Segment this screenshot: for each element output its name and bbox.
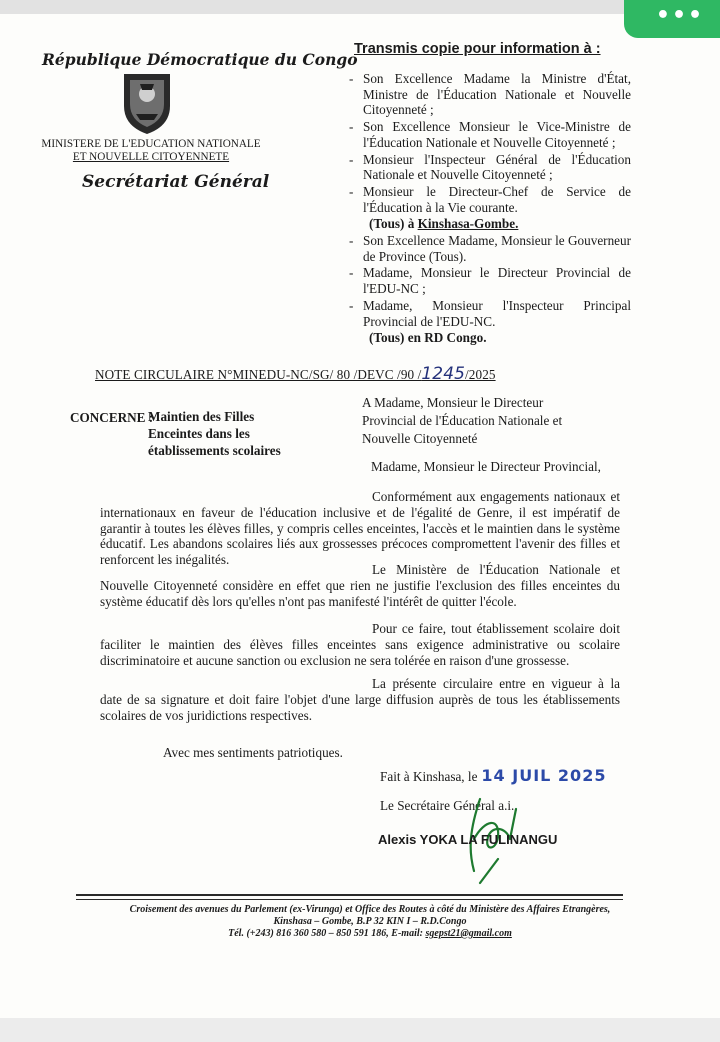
ministry-line-1: MINISTERE DE L'EDUCATION NATIONALE [41,138,261,150]
footer-divider [76,899,623,900]
date-stamp: 14 JUIL 2025 [481,766,607,785]
recipient-list [349,71,631,347]
footer-email-link[interactable]: sgepst21@gmail.com [425,928,512,939]
recipient-item: - Monsieur l'Inspecteur Général de l'Éducation Nationale et Nouvelle Citoyenneté ; [349,151,631,183]
transmission-heading: Transmis copie pour information à : [354,41,601,57]
ministry-line-2: ET NOUVELLE CITOYENNETE [72,151,230,163]
recipient-item: - Madame, Monsieur l'Inspecteur Principal Provincial de l'EDU-NC. [349,297,631,329]
footer-line-3: Tél. (+243) 816 360 580 – 850 591 186, E-mail: sgepst21@gmail.com [228,928,512,939]
recipient-item: - Son Excellence Madame la Ministre d'État, Ministre de l'Éducation Nationale et Nouvelle Citoyenneté ; [349,71,631,118]
circular-reference: NOTE CIRCULAIRE N°MINEDU-NC/SG/ 80 /DEVC /90 /1245/2025 [95,364,496,384]
concerne-label: CONCERNE : [70,410,154,425]
body-paragraph-1: Conformément aux engagements nationaux et internationaux en faveur de l'éducation inclusive et de l'égalité de Genre, il est impératif de garantir à toutes les élèves filles, y compris celles enceintes, l'accès et le maintien dans le système éducatif. Les abandons scolaires liés aux grossesses précoces compromettent l'avenir des filles et renforcent les inégalités. [100,489,620,568]
bottom-bar [0,1018,720,1042]
recipient-item: - Son Excellence Monsieur le Vice-Ministre de l'Éducation Nationale et Nouvelle Citoyenneté ; [349,119,631,150]
recipient-item: - Son Excellence Madame, Monsieur le Gouverneur de Province (Tous). [349,233,631,264]
body-paragraph-3: Pour ce faire, tout établissement scolaire doit faciliter le maintien des élèves filles enceintes sans exigence administrative ou scolaire discriminatoire et aucune sanction ou exclusion ne sera tolérée en raison d'une grossesse. [100,621,620,668]
ministry-name [40,138,262,164]
recipient-tous-rdc: (Tous) en RD Congo. [369,330,487,346]
republic-header: République Démocratique du Congo [42,50,358,69]
recipient-tous-kinshasa: (Tous) à Kinshasa-Gombe. [369,216,519,232]
addressee: A Madame, Monsieur le Directeur Provincial de l'Éducation Nationale et Nouvelle Citoyenneté [362,395,563,446]
body-paragraph-2: Le Ministère de l'Éducation Nationale et Nouvelle Citoyenneté considère en effet que rien ne justifie l'exclusion des filles enceintes du système éducatif dès lors qu'elles n'ont pas manifesté l'intérêt de quitter l'école. [100,562,620,609]
coat-of-arms-icon [118,70,176,136]
recipient-item: - Monsieur le Directeur-Chef de Service de l'Éducation à la Vie courante. [349,183,631,215]
signatory-title: Le Secrétaire Général a.i., [380,798,518,813]
footer-line-1: Croisement des avenues du Parlement (ex-Virunga) et Office des Routes à côté du Ministère des Affaires Etrangères, [129,904,611,915]
recipient-item: - Madame, Monsieur le Directeur Provincial de l'EDU-NC ; [349,265,631,297]
closing-formula: Avec mes sentiments patriotiques. [163,745,343,760]
footer-line-2: Kinshasa – Gombe, B.P 32 KIN I – R.D.Congo [273,916,467,927]
body-paragraph-4: La présente circulaire entre en vigueur à la date de sa signature et doit faire l'objet d'une large diffusion auprès de tous les établissements scolaires de vos juridictions respectives. [100,676,620,723]
concerne-subject: Maintien des Filles Enceintes dans les établissements scolaires [148,409,281,458]
more-options-button[interactable]: ••• [624,0,720,38]
secretariat-general: Secrétariat Général [82,172,270,192]
reference-number: 1245 [421,364,466,384]
footer-divider [76,894,623,896]
salutation: Madame, Monsieur le Directeur Provincial, [371,459,601,474]
document-page [0,14,720,1018]
footer-address [100,904,640,940]
place-and-date: Fait à Kinshasa, le 14 JUIL 2025 [380,766,607,785]
signatory-name: Alexis YOKA LA FULINANGU [378,832,558,847]
